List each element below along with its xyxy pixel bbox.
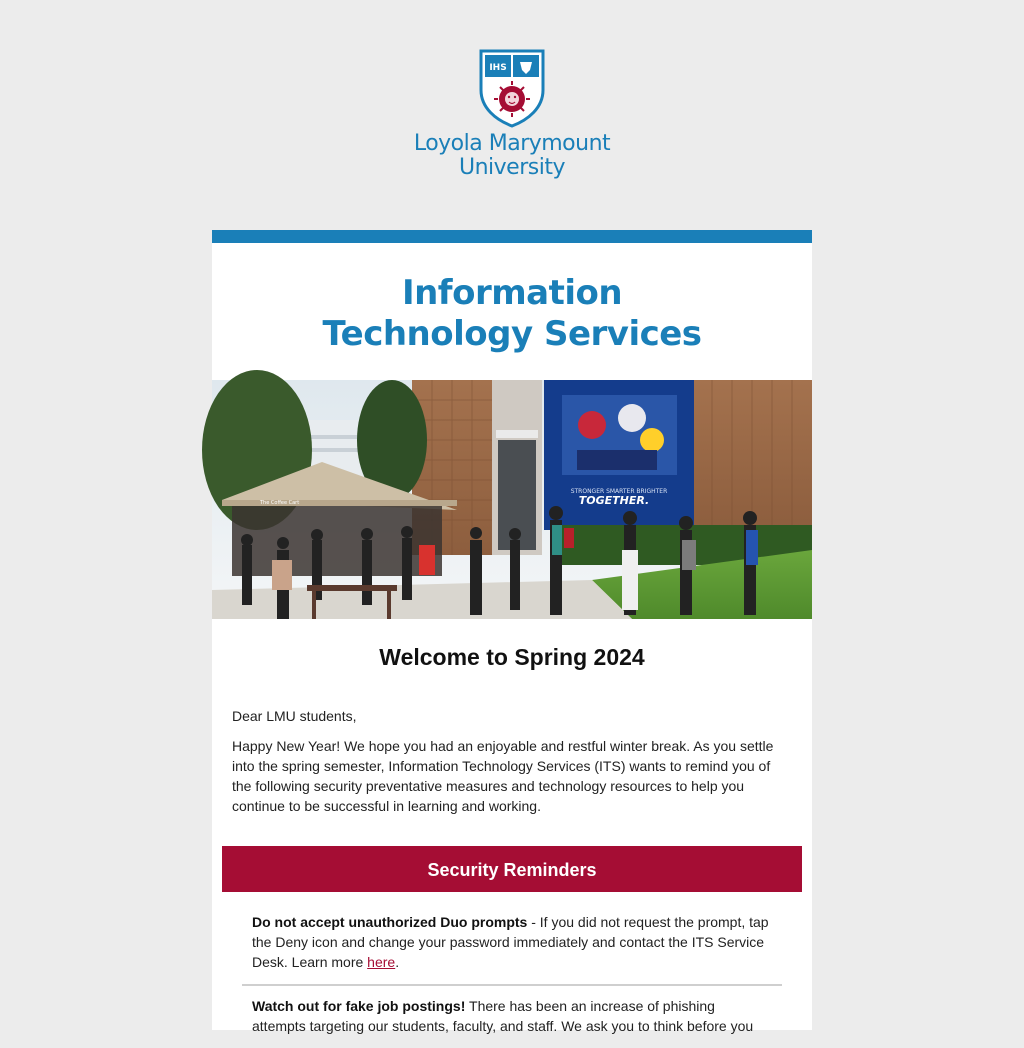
cart-sign: The Coffee Cart	[260, 500, 300, 506]
security-reminders-heading: Security Reminders	[222, 846, 802, 892]
learn-more-link[interactable]: here	[367, 954, 396, 970]
welcome-heading: Welcome to Spring 2024	[379, 644, 645, 670]
blue-top-bar	[212, 230, 812, 243]
mural-tagline: STRONGER SMARTER BRIGHTER	[570, 488, 668, 495]
intro-section	[232, 706, 792, 826]
greeting: Dear LMU students,	[232, 708, 357, 724]
reminder-duo-period: .	[395, 954, 400, 970]
lmu-logo[interactable]	[0, 48, 1024, 180]
reminder-jobs-title: Watch out for fake job postings!	[252, 998, 466, 1014]
reminder-divider	[242, 984, 782, 986]
email-card	[212, 230, 812, 1034]
reminder-jobs	[242, 996, 782, 1048]
security-reminders-list	[242, 912, 782, 1048]
lmu-lion-crest-icon	[478, 48, 546, 128]
mural-together: TOGETHER.	[578, 494, 650, 507]
its-banner-title: Information Technology Services	[322, 273, 702, 354]
reminder-duo-text: - If you did not request the prompt, tap the Deny icon and change your password immediately and contact the ITS Service Desk. Learn more	[252, 914, 769, 970]
reminder-duo	[242, 912, 782, 984]
logo-line-2: University	[459, 155, 565, 180]
campus-hero-image	[212, 380, 812, 619]
svg-text:IHS: IHS	[489, 63, 507, 73]
intro-paragraph: Happy New Year! We hope you had an enjoyable and restful winter break. As you settle into the spring semester, Information Technology Services (ITS) wants to remind you of the following security preventative measures and technology resources to help you continue to be successful in learning and working.	[232, 738, 774, 814]
reminder-duo-title: Do not accept unauthorized Duo prompts	[252, 914, 528, 930]
logo-line-1: Loyola Marymount	[413, 131, 611, 156]
reminder-jobs-text: There has been an increase of phishing attempts targeting our students, faculty, and staff. We ask you to think before you	[252, 998, 754, 1034]
